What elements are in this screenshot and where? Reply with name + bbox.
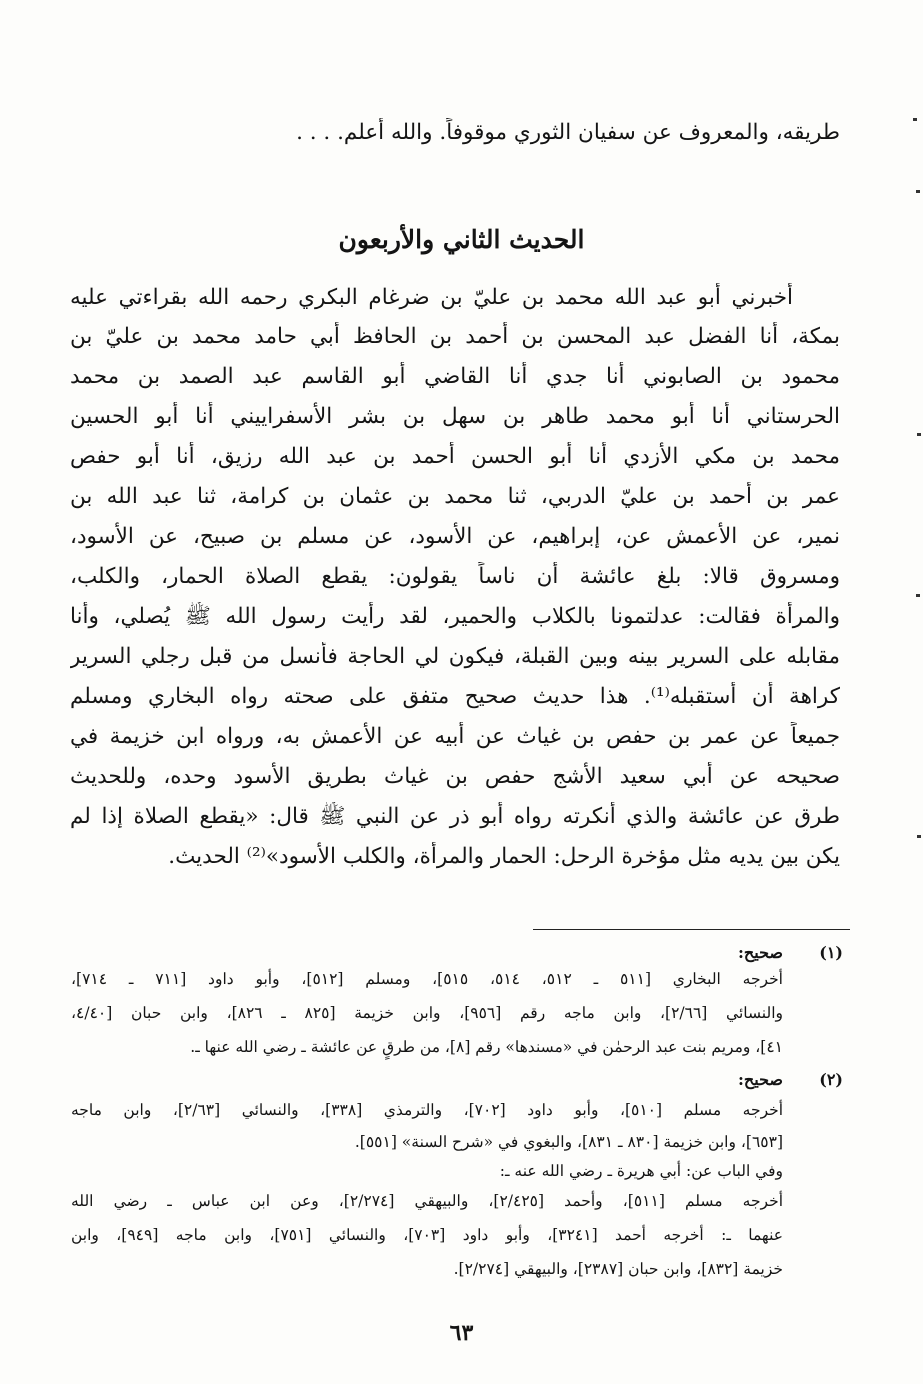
text-line: ومسروق قالا: بلغ عائشة أن ناساً يقولون: يقطع الصلاة الحمار، والكلب،	[70, 564, 840, 589]
text-line: طرق عن عائشة والذي أنكرته رواه أبو ذر عن النبي ﷺ قال: «يقطع الصلاة إذا لم	[70, 804, 840, 829]
footnote-title: صحيح:	[738, 943, 783, 962]
text-line: يكن بين يديه مثل مؤخرة الرحل: الحمار والمرأة، والكلب الأسود»⁽²⁾ الحديث.	[168, 844, 840, 869]
text-line: والمرأة فقالت: عدلتمونا بالكلاب والحمير، لقد رأيت رسول الله ﷺ يُصلي، وأنا	[70, 604, 840, 629]
text-line: بمكة، أنا الفضل عبد المحسن بن أحمد بن الحافظ أبي حامد محمد بن عليّ بن	[70, 324, 840, 349]
margin-mark	[917, 835, 921, 838]
text-line: مقابله على السرير بينه وبين القبلة، فيكون لي الحاجة فأنسل من قبل رجلي السرير	[70, 644, 840, 669]
text-line: صحيحه عن أبي سعيد الأشج حفص بن غياث بطريق الأسود وحده، وللحديث	[70, 764, 840, 789]
footnote-number: (٢)	[819, 1070, 843, 1089]
footnote-line: عنهما ـ: أخرجه أحمد [٣٢٤١]، وأبو داود [٧٠٣]، والنسائي [٧٥١]، وابن ماجه [٩٤٩]، وابن	[71, 1226, 783, 1244]
text-line: أخبرني أبو عبد الله محمد بن عليّ بن ضرغام البكري رحمه الله بقراءتي عليه	[70, 285, 793, 310]
text-line: الحرستاني أنا أبو محمد طاهر بن سهل بن بشر الأسفراييني أنا أبو الحسين	[70, 404, 840, 429]
footnote-number: (١)	[819, 943, 843, 962]
margin-mark	[913, 118, 917, 121]
footnote-line: أخرجه مسلم [٥١١]، وأحمد [٢/٤٢٥]، والبيهقي [٢/٢٧٤]، وعن ابن عباس ـ رضي الله	[71, 1192, 783, 1210]
footnote-line: أخرجه مسلم [٥١٠]، وأبو داود [٧٠٢]، والترمذي [٣٣٨]، والنسائي [٢/٦٣]، وابن ماجه	[71, 1101, 783, 1119]
footnote-line: [٦٥٣]، وابن خزيمة [٨٣٠ ـ ٨٣١]، والبغوي في «شرح السنة» [٥٥١].	[354, 1133, 783, 1151]
hadith-heading: الحديث الثاني والأربعون	[338, 225, 585, 254]
text-line: محمود بن الصابوني أنا جدي أنا القاضي أبو القاسم عبد الصمد بن محمد	[70, 364, 840, 389]
text-line: جميعاً عن عمر بن حفص بن غياث عن أبيه عن الأعمش به، ورواه ابن خزيمة في	[70, 724, 840, 749]
footnote-line: وفي الباب عن: أبي هريرة ـ رضي الله عنه ـ:	[499, 1162, 783, 1180]
footnote-separator	[533, 929, 850, 930]
page-number: ٦٣	[449, 1320, 474, 1346]
footnote-line: ٤١]، ومريم بنت عبد الرحمٰن في «مسندها» رقم [٨]، من طرقٍ عن عائشة ـ رضي الله عنها ـ.	[190, 1038, 783, 1056]
footnote-line: أخرجه البخاري [٥١١ ـ ٥١٢، ٥١٤، ٥١٥]، ومسلم [٥١٢]، وأبو داود [٧١١ ـ ٧١٤]،	[71, 970, 783, 988]
text-line: محمد بن مكي الأزدي أنا أبو الحسن أحمد بن عبد الله رزيق، أنا أبو حفص	[70, 444, 840, 469]
margin-mark	[917, 433, 921, 436]
footnote-title: صحيح:	[738, 1070, 783, 1089]
text-line: نمير، عن الأعمش عن، إبراهيم، عن الأسود، عن مسلم بن صبيح، عن الأسود،	[70, 524, 840, 549]
text-line: عمر بن أحمد بن عليّ الدربي، ثنا محمد بن عثمان بن كرامة، ثنا عبد الله بن	[70, 484, 840, 509]
margin-mark	[916, 190, 920, 193]
footnote-line: خزيمة [٨٣٢]، وابن حبان [٢٣٨٧]، والبيهقي [٢/٢٧٤].	[453, 1260, 783, 1278]
text-line: كراهة أن أستقبله⁽¹⁾. هذا حديث صحيح متفق على صحته رواه البخاري ومسلم	[70, 684, 840, 709]
continuation-line: طريقه، والمعروف عن سفيان الثوري موقوفاً. والله أعلم. . . .	[296, 120, 840, 145]
margin-mark	[916, 594, 920, 597]
footnote-line: والنسائي [٢/٦٦]، وابن ماجه رقم [٩٥٦]، وابن خزيمة [٨٢٥ ـ ٨٢٦]، وابن حبان [٤/٤٠،	[71, 1004, 783, 1022]
